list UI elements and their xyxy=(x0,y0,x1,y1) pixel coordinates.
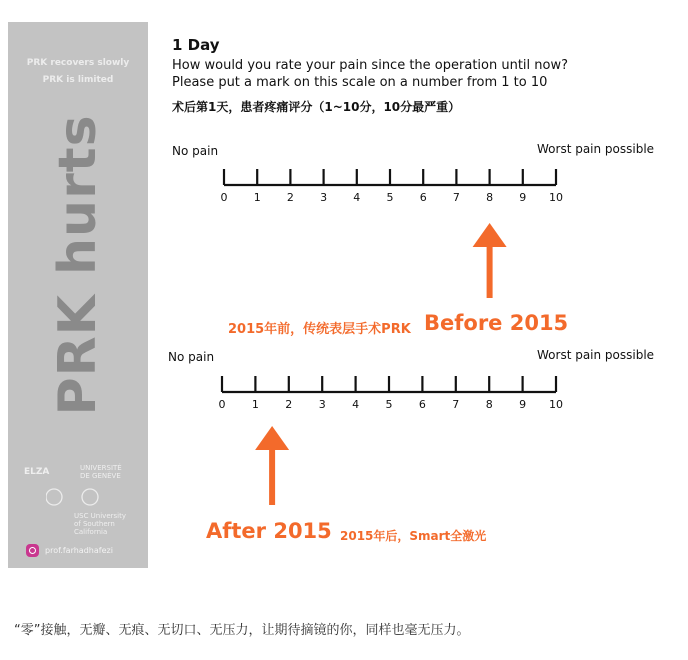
bottom-marker-arrow xyxy=(255,426,289,505)
bottom-scale-tick-label: 10 xyxy=(549,398,563,411)
bottom-scale-tick-label: 0 xyxy=(218,398,226,411)
before-annotation-en: Before 2015 xyxy=(424,311,569,335)
question-line-2: Please put a mark on this scale on a number from 1 to 10 xyxy=(172,75,548,90)
side-panel xyxy=(8,22,148,568)
side-tagline-2: PRK is limited xyxy=(42,75,114,85)
university-logos xyxy=(24,462,134,536)
slide xyxy=(8,22,674,568)
bottom-no-pain-label: No pain xyxy=(168,350,215,364)
bottom-scale-tick-label: 8 xyxy=(485,398,493,411)
top-scale-tick-label: 3 xyxy=(320,191,328,204)
bottom-scale-tick-label: 7 xyxy=(452,398,460,411)
bottom-scale-tick-label: 4 xyxy=(352,398,360,411)
elza-logo: ELZA xyxy=(24,467,50,477)
top-scale-tick-label: 5 xyxy=(386,191,394,204)
usc-logo: USC University of Southern California xyxy=(74,512,126,536)
bottom-scale-tick-label: 3 xyxy=(318,398,326,411)
top-no-pain-label: No pain xyxy=(172,144,219,158)
day-title: 1 Day xyxy=(172,36,220,54)
before-annotation-cn: 2015年前，传统表层手术PRK xyxy=(228,322,411,337)
top-worst-pain-label: Worst pain possible xyxy=(537,142,655,156)
top-scale-tick-label: 8 xyxy=(486,191,494,204)
top-marker-arrow xyxy=(473,223,507,298)
slide-content xyxy=(148,22,674,568)
top-scale-tick-label: 9 xyxy=(519,191,527,204)
bottom-scale-tick-label: 1 xyxy=(251,398,259,411)
instagram-text: prof.farhadhafezi xyxy=(45,546,113,555)
side-tagline-1: PRK recovers slowly xyxy=(26,58,130,68)
bottom-scale-tick-label: 6 xyxy=(418,398,426,411)
bottom-worst-pain-label: Worst pain possible xyxy=(537,348,655,362)
bottom-scale-tick-label: 2 xyxy=(285,398,293,411)
top-scale-tick-label: 6 xyxy=(419,191,427,204)
top-scale-tick-label: 4 xyxy=(353,191,361,204)
top-scale-tick-label: 7 xyxy=(452,191,460,204)
top-scale-tick-label: 0 xyxy=(220,191,228,204)
bottom-scale-tick-label: 5 xyxy=(385,398,393,411)
question-chinese: 术后第1天，患者疼痛评分（1~10分，10分最严重） xyxy=(172,100,461,114)
bottom-scale-tick-label: 9 xyxy=(519,398,527,411)
instagram-icon xyxy=(26,544,39,557)
question-line-1: How would you rate your pain since the operation until now? xyxy=(172,58,569,73)
instagram-handle xyxy=(26,544,113,557)
caption-text: “零”接触，无瓣、无痕、无切口、无压力，让期待摘镜的你，同样也毫无压力。 xyxy=(14,623,470,638)
geneva-logo: UNIVERSITÉ DE GENÈVE xyxy=(80,464,122,480)
vertical-title: PRK hurts xyxy=(48,114,108,416)
after-annotation-cn: 2015年后，Smart全激光 xyxy=(340,529,487,543)
top-scale-tick-label: 10 xyxy=(549,191,563,204)
after-annotation-en: After 2015 xyxy=(206,519,332,543)
top-scale-tick-label: 2 xyxy=(286,191,294,204)
top-scale-tick-label: 1 xyxy=(253,191,261,204)
seal-icons xyxy=(46,486,116,508)
pain-scales xyxy=(148,22,674,568)
